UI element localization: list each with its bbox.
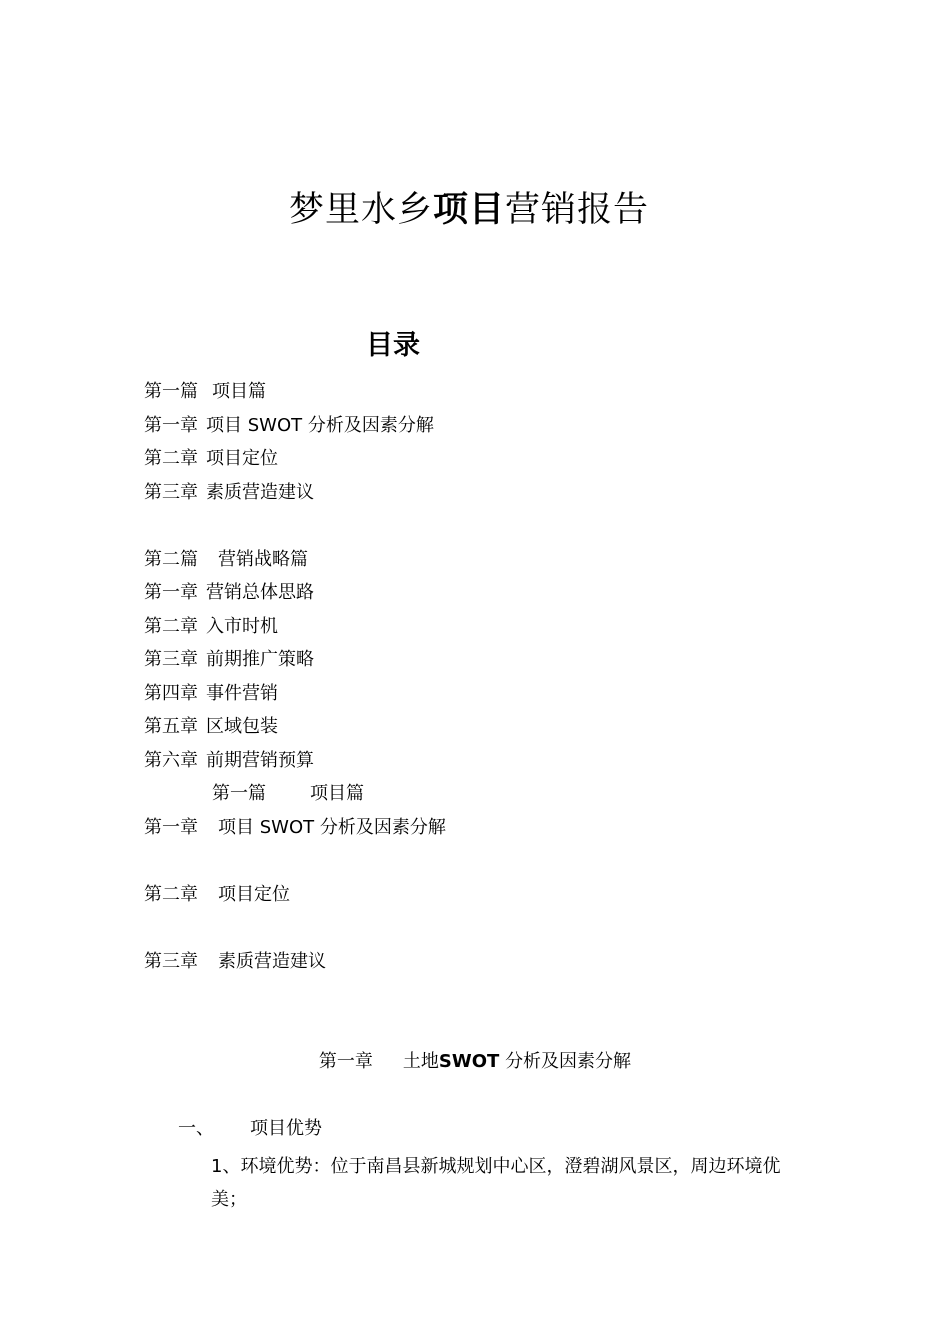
toc-chapter-name: 前期推广策略: [206, 649, 314, 670]
title-part1: 梦里水乡: [288, 190, 433, 230]
toc-heading: 目录: [366, 330, 420, 361]
toc-chapter-num: 第二章: [144, 616, 198, 637]
toc-item: [144, 614, 278, 640]
toc-chapter-num: 第一章: [144, 415, 198, 436]
toc-item: [144, 647, 314, 673]
toc-chapter-name: 营销总体思路: [206, 582, 314, 603]
toc-chapter-num: 第一章: [144, 582, 198, 603]
toc-chapter-name: 项目 SWOT 分析及因素分解: [206, 415, 434, 436]
document-title: [0, 186, 938, 234]
toc-part-name: 项目篇: [212, 381, 266, 402]
part-num: 第一篇: [212, 783, 266, 804]
section-name: 项目优势: [250, 1118, 322, 1139]
part-name: 项目篇: [310, 783, 364, 804]
chapter-name: 项目定位: [218, 884, 290, 905]
section-num: 一、: [178, 1118, 214, 1139]
chapter-line: [144, 882, 290, 908]
chapter-name: 项目 SWOT 分析及因素分解: [218, 817, 446, 838]
chapter-num: 第二章: [144, 884, 198, 905]
toc-item: [144, 580, 314, 606]
toc-part-name: 营销战略篇: [218, 549, 308, 570]
toc-chapter-name: 区域包装: [206, 716, 278, 737]
chapter-heading-post: 分析及因素分解: [505, 1051, 632, 1072]
toc-part2: [144, 547, 308, 573]
chapter-heading-bold: SWOT: [438, 1051, 500, 1072]
toc-chapter-name: 事件营销: [206, 683, 278, 704]
title-bold: 项目: [432, 190, 505, 230]
toc-chapter-num: 第五章: [144, 716, 198, 737]
toc-part-num: 第二篇: [144, 549, 198, 570]
chapter-name: 素质营造建议: [218, 951, 326, 972]
chapter-line: [144, 949, 326, 975]
toc-chapter-name: 入市时机: [206, 616, 278, 637]
toc-item: [144, 446, 278, 472]
toc-chapter-num: 第三章: [144, 649, 198, 670]
toc-chapter-num: 第六章: [144, 750, 198, 771]
chapter-heading-num: 第一章: [318, 1051, 373, 1072]
chapter-heading-pre: 土地: [402, 1051, 439, 1072]
toc-item: [144, 480, 314, 506]
toc-chapter-num: 第四章: [144, 683, 198, 704]
paragraph-environment-advantage: 1、环境优势：位于南昌县新城规划中心区，澄碧湖风景区，周边环境优美；: [211, 1156, 781, 1210]
toc-chapter-num: 第二章: [144, 448, 198, 469]
toc-chapter-num: 第三章: [144, 482, 198, 503]
chapter-heading: [0, 1049, 950, 1075]
toc-chapter-name: 素质营造建议: [206, 482, 314, 503]
chapter-num: 第三章: [144, 951, 198, 972]
toc-item: [144, 413, 434, 439]
toc-chapter-name: 项目定位: [206, 448, 278, 469]
toc-item: [144, 748, 314, 774]
toc-item: [144, 681, 278, 707]
toc-item: [144, 714, 278, 740]
toc-part-num: 第一篇: [144, 381, 198, 402]
chapter-line: [144, 815, 446, 841]
chapter-num: 第一章: [144, 817, 198, 838]
title-part2: 营销报告: [505, 190, 650, 230]
section-heading: [178, 1116, 322, 1142]
part-heading: [212, 781, 364, 807]
toc-part1: [144, 379, 266, 405]
toc-chapter-name: 前期营销预算: [206, 750, 314, 771]
